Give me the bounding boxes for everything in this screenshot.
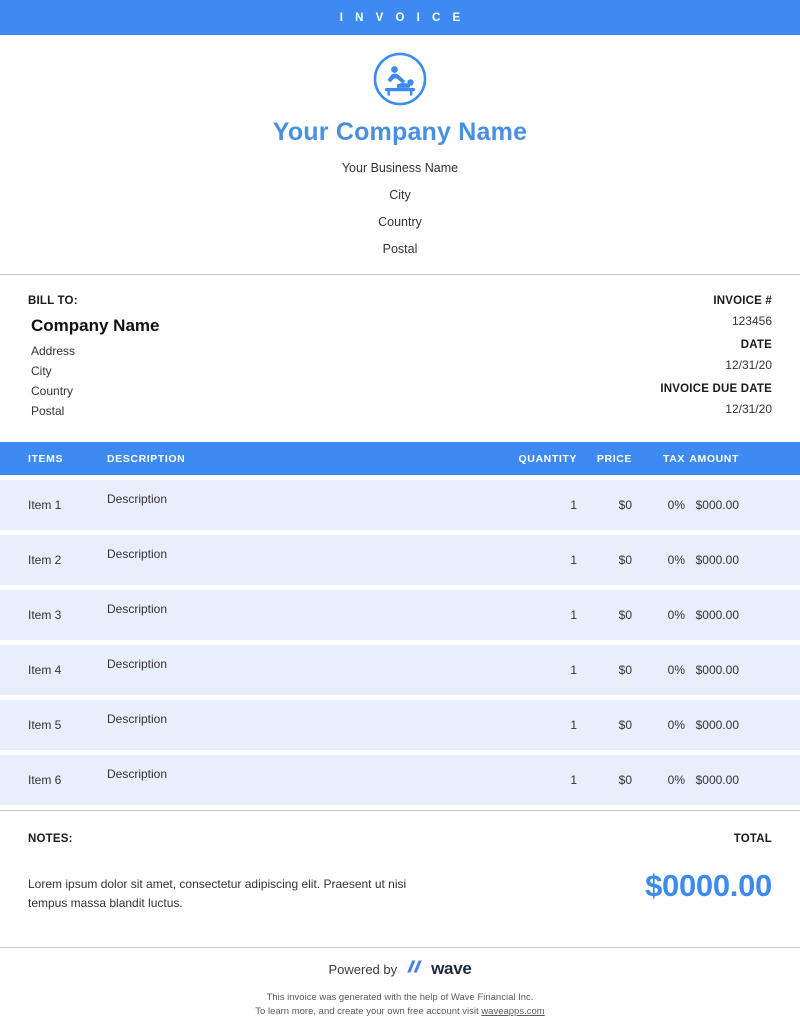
row-item-name: Item 2 — [28, 553, 62, 567]
row-price: $0 — [618, 553, 632, 567]
column-header-description: DESCRIPTION — [107, 452, 186, 465]
massage-therapy-circle-logo-icon — [372, 51, 428, 112]
row-description: Description — [107, 712, 168, 726]
row-quantity: 1 — [570, 773, 577, 787]
row-quantity: 1 — [570, 663, 577, 677]
table-row — [0, 645, 800, 695]
row-tax: 0% — [667, 773, 685, 787]
row-item-name: Item 3 — [28, 608, 62, 622]
bill-to-label: BILL TO: — [28, 295, 78, 307]
wave-logo-icon — [404, 958, 426, 980]
company-logo-wrap — [0, 51, 800, 112]
row-tax: 0% — [667, 553, 685, 567]
row-description: Description — [107, 492, 168, 506]
invoice-due-date-label: INVOICE DUE DATE — [660, 383, 772, 395]
table-row — [0, 755, 800, 805]
bill-to-company-name: Company Name — [31, 316, 160, 335]
total-amount: $0000.00 — [645, 868, 772, 903]
table-row — [0, 590, 800, 640]
invoice-number-label: INVOICE # — [713, 295, 772, 307]
company-city: City — [389, 188, 411, 202]
row-tax: 0% — [667, 718, 685, 732]
row-tax: 0% — [667, 498, 685, 512]
row-description: Description — [107, 657, 168, 671]
items-table-body — [0, 475, 800, 805]
table-row — [0, 700, 800, 750]
row-price: $0 — [618, 663, 632, 677]
invoice-meta-section — [0, 275, 800, 442]
column-header-amount: AMOUNT — [689, 452, 739, 465]
company-country: Country — [378, 215, 422, 229]
column-header-price: PRICE — [596, 452, 632, 465]
company-postal: Postal — [382, 242, 418, 256]
row-quantity: 1 — [570, 553, 577, 567]
footer-divider — [0, 947, 800, 948]
row-item-name: Item 5 — [28, 718, 62, 732]
fine-print-line-2-text: To learn more, and create your own free account visit — [255, 1005, 482, 1017]
row-tax: 0% — [667, 608, 685, 622]
fine-print-line-2 — [0, 1005, 800, 1019]
row-quantity: 1 — [570, 498, 577, 512]
company-header — [0, 35, 800, 274]
notes-block — [28, 833, 498, 912]
total-label: TOTAL — [733, 833, 772, 845]
row-item-name: Item 1 — [28, 498, 62, 512]
company-name: Your Company Name — [272, 118, 528, 146]
bill-to-address: Address — [31, 344, 76, 358]
row-item-name: Item 6 — [28, 773, 62, 787]
footer-fine-print — [0, 991, 800, 1019]
table-row — [0, 535, 800, 585]
row-quantity: 1 — [570, 718, 577, 732]
footer — [0, 958, 800, 1019]
invoice-due-date-value: 12/31/20 — [725, 402, 772, 416]
column-header-tax: TAX — [662, 452, 685, 465]
banner-title: I N V O I C E — [339, 11, 465, 24]
row-amount: $000.00 — [695, 718, 739, 732]
column-header-items: ITEMS — [28, 452, 64, 465]
row-amount: $000.00 — [695, 773, 739, 787]
table-row — [0, 480, 800, 530]
bill-to-country: Country — [31, 384, 74, 398]
bill-to-block — [28, 295, 159, 424]
row-price: $0 — [618, 498, 632, 512]
notes-total-section — [0, 811, 800, 912]
row-price: $0 — [618, 608, 632, 622]
bill-to-postal: Postal — [31, 404, 65, 418]
row-item-name: Item 4 — [28, 663, 62, 677]
invoice-details-block — [660, 295, 772, 424]
row-quantity: 1 — [570, 608, 577, 622]
invoice-number-value: 123456 — [731, 314, 772, 328]
notes-label: NOTES: — [28, 833, 73, 845]
powered-by-label: Powered by — [328, 961, 398, 977]
row-amount: $000.00 — [695, 608, 739, 622]
invoice-date-value: 12/31/20 — [725, 358, 772, 372]
bill-to-city: City — [31, 364, 52, 378]
powered-by-row — [0, 958, 800, 980]
invoice-banner — [0, 0, 800, 35]
column-header-quantity: QUANTITY — [518, 452, 577, 465]
invoice-date-label: DATE — [740, 339, 772, 351]
row-price: $0 — [618, 773, 632, 787]
row-description: Description — [107, 602, 168, 616]
fine-print-line-1: This invoice was generated with the help of Wave Financial Inc. — [266, 992, 534, 1003]
row-amount: $000.00 — [695, 498, 739, 512]
wave-wordmark: wave — [431, 959, 472, 978]
row-price: $0 — [618, 718, 632, 732]
wave-brand — [404, 958, 471, 980]
row-amount: $000.00 — [695, 553, 739, 567]
items-table-header — [0, 442, 800, 475]
row-description: Description — [107, 767, 168, 781]
waveapps-link[interactable]: waveapps.com — [481, 1005, 545, 1017]
row-tax: 0% — [667, 663, 685, 677]
company-business-name: Your Business Name — [341, 161, 459, 175]
notes-text: Lorem ipsum dolor sit amet, consectetur adipiscing elit. Praesent ut nisi tempus massa blandit luctus. — [28, 877, 407, 910]
total-block — [645, 833, 772, 912]
row-description: Description — [107, 547, 168, 561]
row-amount: $000.00 — [695, 663, 739, 677]
